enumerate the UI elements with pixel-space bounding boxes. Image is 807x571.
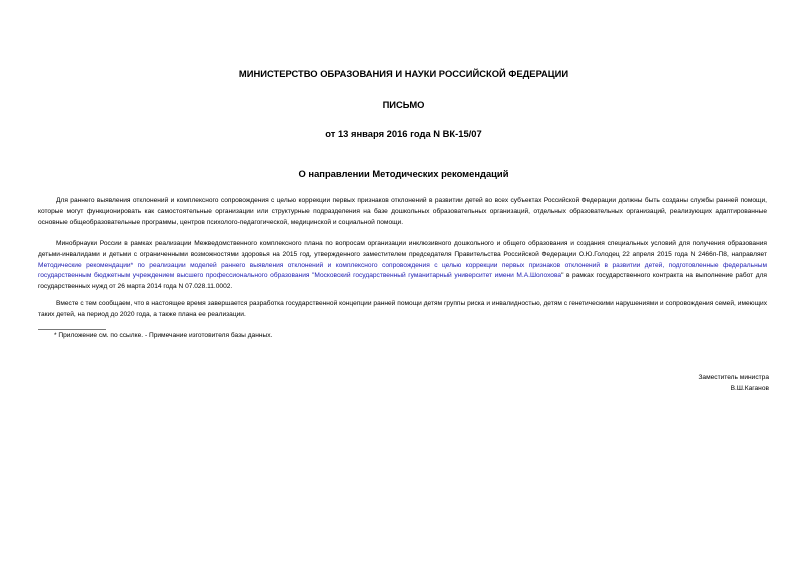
- subject-heading: О направлении Методических рекомендаций: [298, 168, 509, 179]
- signature-position: Заместитель министра: [698, 374, 769, 381]
- university-link[interactable]: Московский государственный гуманитарный университет имени М.А.Шолохова: [314, 272, 562, 280]
- doc-type-heading: ПИСЬМО: [382, 99, 425, 110]
- paragraph-2-text-a: Минобрнауки России в рамках реализации Межведомственного комплексного плана по вопросам организации инклюзивного дошкольного и общего образования и создания специальных условий для получения образования детьми-инвалидами и детьми с ограниченными возможностями здоровья на 2015 год, утвержденного заместителем председателя Правительства Российской Федерации О.Ю.Голодец 22 апреля 2015 года N 2466п-П8, направляет: [38, 240, 767, 258]
- paragraph-1: [38, 196, 767, 228]
- paragraph-3-text: Вместе с тем сообщаем, что в настоящее время завершается разработка государственной концепции ранней помощи детям группы риска и инвалидностью, детям с генетическими нарушениями и сопровождения семей, имеющих таких детей, на период до 2020 года, а также плана ее реализации.: [38, 300, 767, 318]
- paragraph-2-text-c: " в рамках государственного контракта на выполнение работ для государственных нужд от 26 марта 2014 года N 07.028.11.0002.: [38, 272, 767, 291]
- paragraph-1-text: Для раннего выявления отклонений и комплексного сопровождения с целью коррекции первых признаков отклонений в развитии детей во всех субъектах Российской Федерации должны быть созданы службы ранней помощи, которые могут функционировать как самостоятельные организации или структурные подразделения на базе дошкольных образовательных организаций, отдельных образовательных организаций, реализующих адаптированные основные общеобразовательные программы, центров психолого-педагогической, медицинской и социальной помощи.: [38, 197, 767, 226]
- footnote: * Приложение см. по ссылке. - Примечание изготовителя базы данных.: [54, 332, 273, 339]
- paragraph-2: [38, 239, 767, 293]
- paragraph-3: [38, 299, 767, 321]
- date-number-line: от 13 января 2016 года N ВК-15/07: [325, 128, 482, 139]
- signature-name: В.Ш.Каганов: [730, 385, 769, 392]
- paragraph-2-text-b: * по реализации моделей раннего выявления отклонений и комплексного сопровождения с целью коррекции первых признаков отклонений в развитии детей, подготовленные федеральным государственным бюджетным учреждением высшего профессионального образования ": [38, 261, 767, 280]
- footnote-divider: [38, 329, 106, 330]
- methodical-recommendations-link[interactable]: Методические рекомендации: [38, 261, 131, 269]
- ministry-heading: МИНИСТЕРСТВО ОБРАЗОВАНИЯ И НАУКИ РОССИЙСКОЙ ФЕДЕРАЦИИ: [238, 68, 569, 79]
